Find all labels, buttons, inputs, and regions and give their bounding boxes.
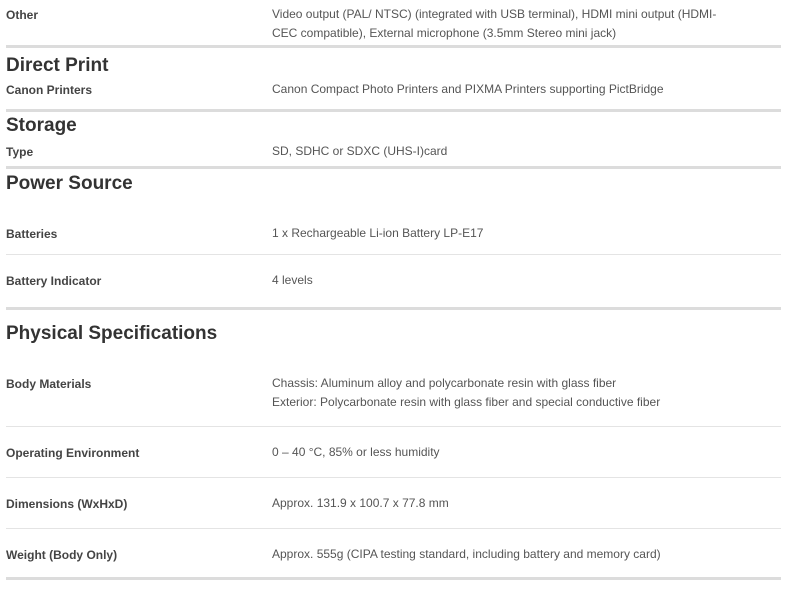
spec-value-other [272,5,787,43]
section-heading-power-source: Power Source [6,173,133,194]
spec-value-batteries: 1 x Rechargeable Li-ion Battery LP-E17 [272,226,484,240]
spec-label-battery-indicator: Battery Indicator [6,274,102,288]
spec-value-body-materials-line2: Exterior: Polycarbonate resin with glass fiber and special conductive fiber [272,395,661,409]
section-divider [6,307,781,310]
section-divider [6,577,781,580]
row-divider [6,254,781,255]
spec-label-type: Type [6,145,34,159]
spec-value-operating-environment: 0 – 40 °C, 85% or less humidity [272,445,440,459]
spec-value-body-materials-line1: Chassis: Aluminum alloy and polycarbonate resin with glass fiber [272,376,617,390]
spec-value-battery-indicator: 4 levels [272,273,313,287]
spec-value-other-line2: CEC compatible), External microphone (3.5mm Stereo mini jack) [272,26,617,40]
section-divider [6,109,781,112]
spec-label-other: Other [6,8,39,22]
spec-value-body-materials [272,374,787,412]
section-divider [6,166,781,169]
spec-label-dimensions: Dimensions (WxHxD) [6,497,128,511]
row-divider [6,477,781,478]
section-divider [6,45,781,48]
spec-value-dimensions: Approx. 131.9 x 100.7 x 77.8 mm [272,496,449,510]
section-heading-direct-print: Direct Print [6,55,109,76]
spec-value-type: SD, SDHC or SDXC (UHS-I)card [272,144,448,158]
spec-label-operating-environment: Operating Environment [6,446,140,460]
section-heading-physical-specifications: Physical Specifications [6,323,218,344]
spec-value-canon-printers: Canon Compact Photo Printers and PIXMA Printers supporting PictBridge [272,82,664,96]
spec-label-canon-printers: Canon Printers [6,83,93,97]
spec-label-weight: Weight (Body Only) [6,548,118,562]
spec-value-other-line1: Video output (PAL/ NTSC) (integrated with USB terminal), HDMI mini output (HDMI- [272,7,717,21]
row-divider [6,426,781,427]
section-heading-storage: Storage [6,115,77,136]
spec-value-weight: Approx. 555g (CIPA testing standard, including battery and memory card) [272,547,661,561]
spec-label-batteries: Batteries [6,227,58,241]
spec-label-body-materials: Body Materials [6,377,92,391]
row-divider [6,528,781,529]
